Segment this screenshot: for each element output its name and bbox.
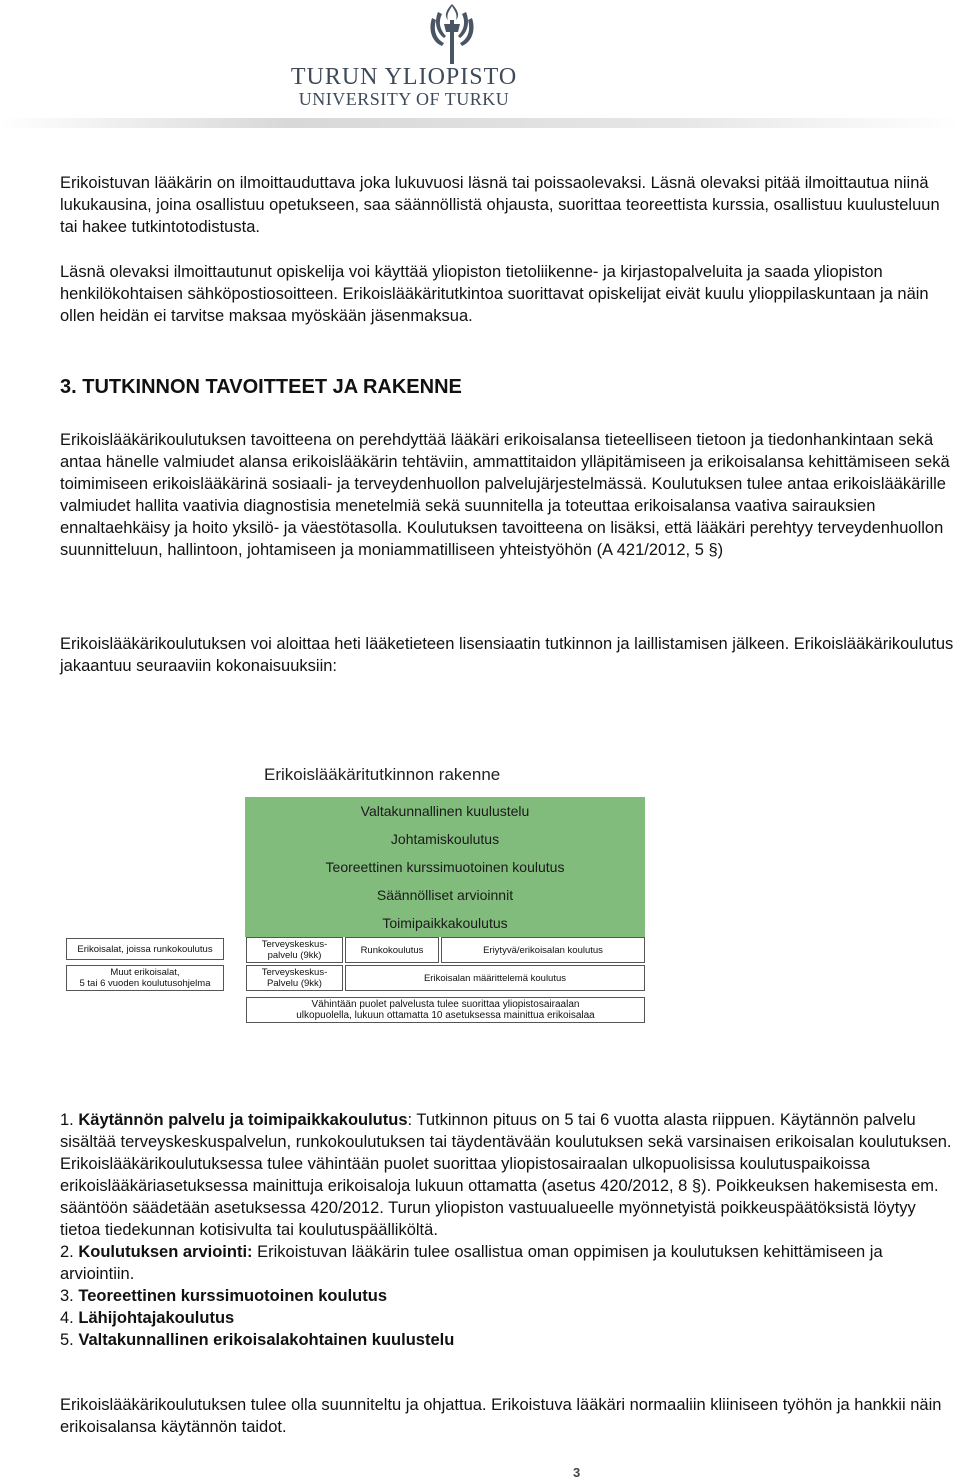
logo-name: TURUN YLIOPISTO <box>290 64 518 90</box>
diagram-bar: Valtakunnallinen kuulustelu <box>245 797 645 825</box>
diagram-row2-maaritelma: Erikoisalan määrittelemä koulutus <box>345 965 645 991</box>
page-number: 3 <box>573 1465 581 1480</box>
diagram-bar: Säännölliset arvioinnit <box>245 881 645 909</box>
list-item: 5. Valtakunnallinen erikoisalakohtainen kuulustelu <box>60 1331 455 1349</box>
numbered-list <box>60 1109 960 1351</box>
diagram-title: Erikoislääkäritutkinnon rakenne <box>264 765 501 784</box>
section-heading: 3. TUTKINNON TAVOITTEET JA RAKENNE <box>60 376 462 398</box>
section-paragraph-structure: Erikoislääkärikoulutuksen voi aloittaa heti lääketieteen lisensiaatin tutkinnon ja laillistamisen jälkeen. Erikoislääkärikoulutus jakaantuu seuraaviin kokonaisuuksiin: <box>60 635 954 675</box>
diagram-row2-label: Muut erikoisalat, 5 tai 6 vuoden koulutusohjelma <box>66 965 224 991</box>
logo-name-english: UNIVERSITY OF TURKU <box>298 89 510 109</box>
diagram-bar: Toimipaikkakoulutus <box>245 909 645 937</box>
section-paragraph-goals: Erikoislääkärikoulutuksen tavoitteena on perehdyttää lääkäri erikoisalansa tieteelliseen tietoon ja tiedonhankintaan sekä antaa hänelle valmiudet alansa erikoislääkärin tehtäviin, ammattitaidon ylläpitämiseen ja erikoisalansa kehittämiseen sekä toimimiseen erikoislääkärinä sosiaali- ja terveydenhuollon palvelujärjestelmässä. Koulutuksen tulee antaa erikoislääkärille valmiudet hallita vaativia diagnostisia menetelmiä sekä suunnitella ja toteuttaa erikoisalansa vaativa sairauksien ennaltaehkäisy ja hoito yksilö- ja väestötasolla. Koulutuksen tavoitteena on lisäksi, että lääkäri perehtyy terveydenhuollon suunnitteluun, hallintoon, johtamiseen ja moniammatilliseen yhteistyöhön (A 421/2012, 5 §) <box>60 431 950 559</box>
closing-paragraph: Erikoislääkärikoulutuksen tulee olla suunniteltu ja ohjattua. Erikoistuva lääkäri normaaliin kliiniseen työhön ja hankkii näin erikoisalansa käytännön taidot. <box>60 1396 942 1436</box>
diagram-row1-health: Terveyskeskus- palvelu (9kk) <box>246 937 343 963</box>
diagram-bar: Teoreettinen kurssimuotoinen koulutus <box>245 853 645 881</box>
diagram-bar: Johtamiskoulutus <box>245 825 645 853</box>
diagram-note: Vähintään puolet palvelusta tulee suorittaa yliopistosairaalan ulkopuolella, lukuun ottamatta 10 asetuksessa mainittua erikoisalaa <box>246 997 645 1023</box>
diagram-row1-runko: Runkokoulutus <box>345 937 439 963</box>
list-item: 3. Teoreettinen kurssimuotoinen koulutus <box>60 1287 388 1305</box>
intro-paragraph-2: Läsnä olevaksi ilmoittautunut opiskelija voi käyttää yliopiston tietoliikenne- ja kirjastopalveluita ja saada yliopiston henkilökohtaisen sähköpostiosoitteen. Erikoislääkäritutkintoa suorittavat opiskelijat eivät kuulu ylioppilaskuntaan ja näin ollen heidän ei tarvitse maksaa myöskään jäsenmaksua. <box>60 263 929 325</box>
header-divider <box>0 118 960 128</box>
diagram-row1-label: Erikoisalat, joissa runkokoulutus <box>66 938 224 960</box>
list-item: 2. Koulutuksen arviointi: Erikoistuvan lääkärin tulee osallistua oman oppimisen ja koulutuksen kehittämiseen ja arviointiin. <box>60 1243 883 1283</box>
list-item: 4. Lähijohtajakoulutus <box>60 1309 235 1327</box>
university-logo <box>288 0 520 125</box>
torch-emblem-icon <box>424 2 480 66</box>
diagram-row1-eriytyva: Eriytyvä/erikoisalan koulutus <box>441 937 645 963</box>
list-item: 1. Käytännön palvelu ja toimipaikkakoulutus: Tutkinnon pituus on 5 tai 6 vuotta alasta riippuen. Käytännön palvelu sisältää terveyskeskuspalvelun, runkokoulutuksen tai täydentävään koulutuksen sekä varsinaisen erikoisalan koulutuksen. Erikoislääkärikoulutuksessa tulee vähintään puolet suorittaa yliopistosairaalan ulkopuolisissa koulutuspaikoissa erikoislääkäriasetuksessa mainittuja erikoisaloja lukuun ottamatta (asetus 420/2012, 8 §). Poikkeuksen hakemisesta em. sääntöön säädetään asetuksessa 420/2012. Turun yliopiston vastuualueelle myönnetyistä poikkeuspäätöksistä löytyy tietoa tiedekunnan kotisivulta tai koulutuspäälliköltä. <box>60 1111 952 1239</box>
diagram-row2-health: Terveyskeskus- Palvelu (9kk) <box>246 965 343 991</box>
intro-paragraph-1: Erikoistuvan lääkärin on ilmoittauduttava joka lukuvuosi läsnä tai poissaolevaksi. Läsnä olevaksi pitää ilmoittautua niinä lukukausina, joina osallistuu opetukseen, saa säännöllistä ohjausta, suorittaa teoreettista kurssia, osallistuu kuulusteluun tai hakee tutkintotodistusta. <box>60 174 940 236</box>
